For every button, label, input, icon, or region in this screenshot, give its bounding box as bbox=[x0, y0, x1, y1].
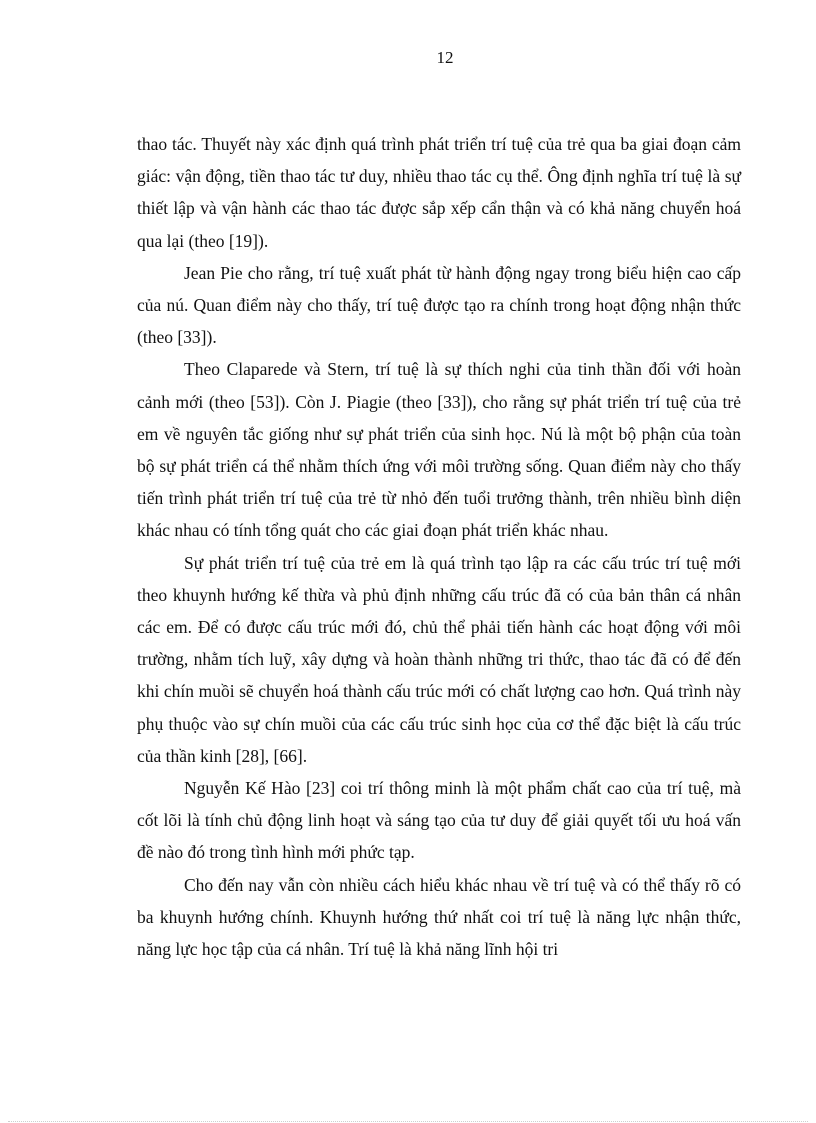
page-number: 12 bbox=[436, 48, 454, 67]
body-text bbox=[137, 128, 741, 965]
paragraph-jean-pie: Jean Pie cho rằng, trí tuệ xuất phát từ hành động ngay trong biểu hiện cao cấp của nú. Quan điểm này cho thấy, trí tuệ được tạo ra chính trong hoạt động nhận thức (theo [33]). bbox=[137, 262, 741, 348]
paragraph-nguyen-ke-hao: Nguyễn Kế Hào [23] coi trí thông minh là một phẩm chất cao của trí tuệ, mà cốt lõi là tính chủ động linh hoạt và sáng tạo của tư duy để giải quyết tối ưu hoá vấn đề nào đó trong tình hình mới phức tạp. bbox=[137, 778, 741, 863]
paragraph-continued-piaget-theory: thao tác. Thuyết này xác định quá trình phát triển trí tuệ của trẻ qua ba giai đoạn cảm giác: vận động, tiền thao tác tư duy, nhiều thao tác cụ thể. Ông định nghĩa trí tuệ là sự thiết lập và vận hành các thao tác được sắp xếp cẩn thận và có khả năng chuyển hoá qua lại (theo [19]). bbox=[137, 134, 741, 251]
page-bottom-divider bbox=[8, 1121, 808, 1122]
paragraph-claparede-stern: Theo Claparede và Stern, trí tuệ là sự thích nghi của tinh thần đối với hoàn cảnh mới (theo [53]). Còn J. Piagie (theo [33]), cho rằng sự phát triển trí tuệ của trẻ em về nguyên tắc giống như sự phát triển của sinh học. Nú là một bộ phận của toàn bộ sự phát triển cá thể nhằm thích ứng với môi trường sống. Quan điểm này cho thấy tiến trình phát triển trí tuệ của trẻ từ nhỏ đến tuổi trưởng thành, trên nhiều bình diện khác nhau có tính tổng quát cho các giai đoạn phát triển khác nhau. bbox=[137, 359, 741, 541]
paragraph-three-tendencies: Cho đến nay vẫn còn nhiều cách hiểu khác nhau về trí tuệ và có thể thấy rõ có ba khuynh hướng chính. Khuynh hướng thứ nhất coi trí tuệ là năng lực nhận thức, năng lực học tập của cá nhân. Trí tuệ là khả năng lĩnh hội tri bbox=[137, 874, 741, 960]
paragraph-intellectual-development: Sự phát triển trí tuệ của trẻ em là quá trình tạo lập ra các cấu trúc trí tuệ mới theo khuynh hướng kế thừa và phủ định những cấu trúc đã có của bản thân cá nhân các em. Để có được cấu trúc mới đó, chủ thể phải tiến hành các hoạt động với môi trường, nhằm tích luỹ, xây dựng và hoàn thành những tri thức, thao tác đã có để đến khi chín muồi sẽ chuyển hoá thành cấu trúc mới có chất lượng cao hơn. Quá trình này phụ thuộc vào sự chín muồi của các cấu trúc sinh học của cơ thể đặc biệt là cấu trúc của thần kinh [28], [66]. bbox=[137, 552, 741, 766]
